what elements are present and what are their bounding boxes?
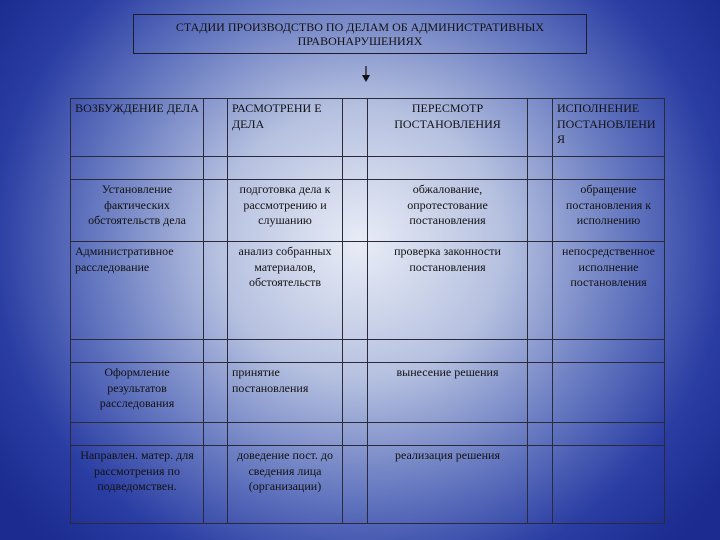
table-row xyxy=(71,180,665,242)
table-row xyxy=(71,363,665,423)
down-arrow-icon xyxy=(361,66,371,82)
stage-item: вынесение решения xyxy=(368,363,528,423)
stage-item: проверка законности постановления xyxy=(368,242,528,340)
stages-table xyxy=(70,98,665,524)
stage-item xyxy=(553,446,665,524)
column-gap xyxy=(528,446,553,524)
column-gap xyxy=(528,363,553,423)
column-gap xyxy=(343,180,368,242)
column-gap xyxy=(204,446,228,524)
stage-header-execution: ИСПОЛНЕНИЕ ПОСТАНОВЛЕНИ Я xyxy=(553,99,665,157)
spacer-row xyxy=(71,157,665,180)
stage-item xyxy=(553,363,665,423)
column-gap xyxy=(204,180,228,242)
stage-item: обращение постановления к исполнению xyxy=(553,180,665,242)
header-row xyxy=(71,99,665,157)
table-row xyxy=(71,242,665,340)
column-gap xyxy=(528,242,553,340)
table-row xyxy=(71,446,665,524)
stage-item: реализация решения xyxy=(368,446,528,524)
column-gap xyxy=(343,242,368,340)
column-gap xyxy=(528,180,553,242)
stage-item: анализ собранных материалов, обстоятельств xyxy=(228,242,343,340)
stage-item: доведение пост. до сведения лица (организации) xyxy=(228,446,343,524)
spacer-row xyxy=(71,423,665,446)
column-gap xyxy=(343,99,368,157)
stage-item: непосредственное исполнение постановления xyxy=(553,242,665,340)
stage-item: Установление фактических обстоятельств дела xyxy=(71,180,204,242)
stage-item: Направлен. матер. для рассмотрения по подведомствен. xyxy=(71,446,204,524)
column-gap xyxy=(343,446,368,524)
stage-item: обжалование, опротестование постановления xyxy=(368,180,528,242)
stage-item: Административное расследование xyxy=(71,242,204,340)
stage-header-review: ПЕРЕСМОТР ПОСТАНОВЛЕНИЯ xyxy=(368,99,528,157)
column-gap xyxy=(204,363,228,423)
diagram-title: СТАДИИ ПРОИЗВОДСТВО ПО ДЕЛАМ ОБ АДМИНИСТРАТИВНЫХ ПРАВОНАРУШЕНИЯХ xyxy=(133,14,587,54)
stage-header-initiation: ВОЗБУЖДЕНИЕ ДЕЛА xyxy=(71,99,204,157)
spacer-row xyxy=(71,340,665,363)
column-gap xyxy=(204,242,228,340)
stage-item: принятие постановления xyxy=(228,363,343,423)
stage-item: Оформление результатов расследования xyxy=(71,363,204,423)
column-gap xyxy=(343,363,368,423)
stage-item: подготовка дела к рассмотрению и слушанию xyxy=(228,180,343,242)
stage-header-consideration: РАСМОТРЕНИ Е ДЕЛА xyxy=(228,99,343,157)
column-gap xyxy=(204,99,228,157)
column-gap xyxy=(528,99,553,157)
